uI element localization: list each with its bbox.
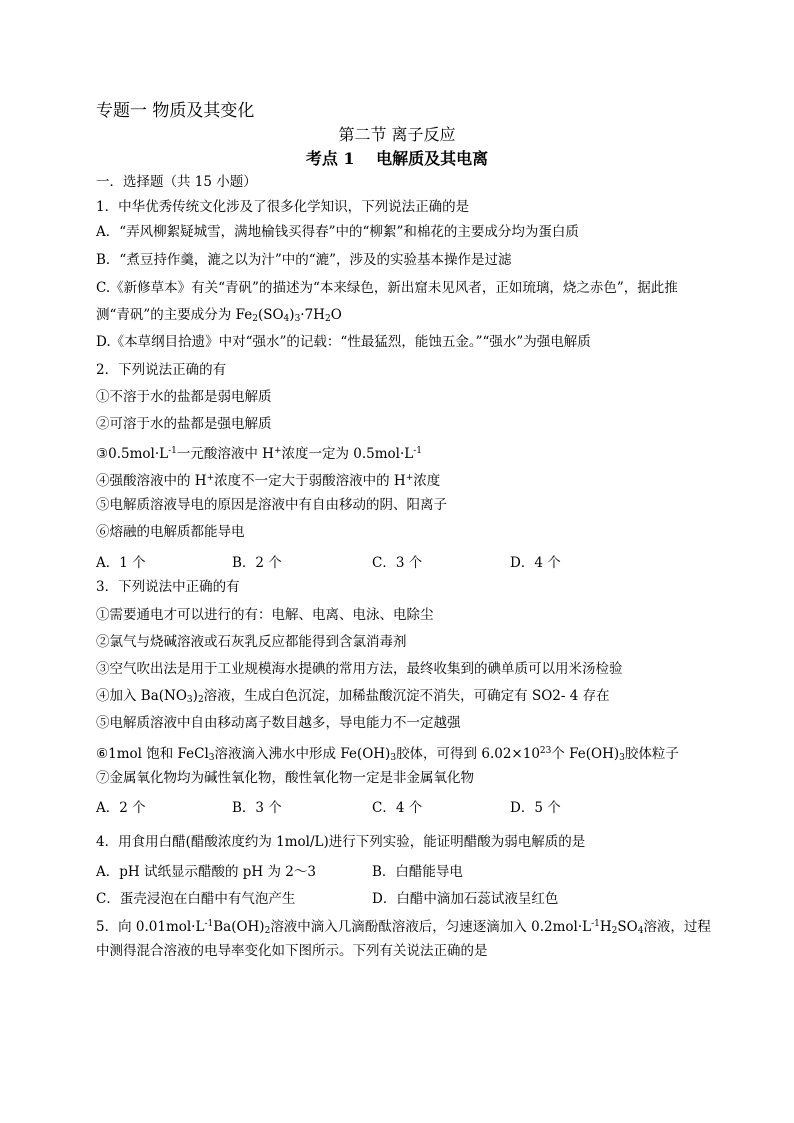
q1-stem: 1．中华优秀传统文化涉及了很多化学知识，下列说法正确的是 — [96, 199, 470, 215]
q2-item-5: ⑤电解质溶液导电的原因是溶液中有自由移动的阴、阳离子 — [96, 497, 447, 513]
q2-item-1: ①不溶于水的盐都是弱电解质 — [96, 389, 272, 405]
q1-option-d: D.《本草纲目拾遗》中对“强水”的记载：“性最猛烈，能蚀五金。”“强水”为强电解质 — [96, 334, 591, 350]
q3-stem: 3．下列说法中正确的有 — [96, 579, 240, 595]
section-title: 第二节 离子反应 — [338, 125, 456, 144]
q3-choice-c: C．4 个 — [372, 800, 423, 816]
document-title: 专题一 物质及其变化 — [96, 101, 255, 121]
q2-item-6: ⑥熔融的电解质都能导电 — [96, 524, 245, 540]
q4-choice-c: C．蛋壳浸泡在白醋中有气泡产生 — [96, 891, 296, 907]
q3-choice-d: D．5 个 — [510, 800, 561, 816]
q3-choice-b: B．3 个 — [232, 800, 282, 816]
q4-choice-d: D．白醋中滴加石蕊试液呈红色 — [372, 891, 559, 907]
q2-choice-d: D．4 个 — [510, 555, 561, 571]
q3-choice-a: A．2 个 — [96, 800, 146, 816]
q3-item-6: ⑥1mol 饱和 FeCl$_3$溶液滴入沸水中形成 $Fe(OH)_3$胶体，可得到 $6.02\times 10^{23}$个 $Fe(OH)_3$胶体粒子 — [96, 746, 679, 763]
q4-choice-a: A．pH 试纸显示醋酸的 pH 为 2～3 — [96, 864, 316, 880]
q2-item-4: ④强酸溶液中的 H+浓度不一定大于弱酸溶液中的 H+浓度 — [96, 473, 441, 489]
q3-item-5: ⑤电解质溶液中自由移动离子数目越多，导电能力不一定越强 — [96, 715, 461, 731]
q3-item-7: ⑦金属氧化物均为碱性氧化物，酸性氧化物一定是非金属氧化物 — [96, 770, 474, 786]
q5-stem-cont: 中测得混合溶液的电导率变化如下图所示。下列有关说法正确的是 — [96, 943, 488, 959]
q2-item-2: ②可溶于水的盐都是强电解质 — [96, 416, 272, 432]
q2-stem: 2．下列说法正确的有 — [96, 362, 227, 378]
q1-option-a: A．“弄风柳絮疑城雪，满地榆钱买得春”中的“柳絮”和棉花的主要成分均为蛋白质 — [96, 224, 579, 240]
subsection-title: 考点 1 电解质及其电离 — [305, 149, 489, 168]
q3-item-1: ①需要通电才可以进行的有：电解、电离、电泳、电除尘 — [96, 607, 434, 623]
part-heading: 一．选择题（共 15 小题） — [96, 174, 257, 190]
q2-choice-c: C．3 个 — [372, 555, 423, 571]
q4-stem: 4．用食用白醋(醋酸浓度约为 1mol/L)进行下列实验，能证明醋酸为弱电解质的是 — [96, 834, 586, 850]
q2-choice-a: A．1 个 — [96, 555, 146, 571]
q5-stem: 5．向 $0.01mol\cdot L^{-1}Ba(OH)_2$溶液中滴入几滴酚酞溶液后，匀速逐滴加入 $0.2mol\cdot L^{-1}H_2SO_4$溶液，过程 — [96, 919, 711, 936]
q3-item-4: ④加入 $Ba(NO_3)_2$溶液，生成白色沉淀，加稀盐酸沉淀不消失，可确定有 SO2- 4 存在 — [96, 688, 610, 705]
q2-item-3: $③0.5mol\cdot L^{-1}$一元酸溶液中 H+浓度一定为 $0.5mol\cdot L^{-1}$ — [96, 446, 423, 462]
q1-option-c: C.《新修草本》有关“青矾”的描述为“本来绿色，新出窟未见风者，正如琉璃，烧之赤色”，据此推 — [96, 280, 678, 296]
q4-choice-b: B．白醋能导电 — [372, 864, 463, 880]
q2-choice-b: B．2 个 — [232, 555, 282, 571]
q3-item-2: ②氯气与烧碱溶液或石灰乳反应都能得到含氯消毒剂 — [96, 634, 407, 650]
q1-option-b: B．“煮豆持作羹，漉之以为汁”中的“漉”，涉及的实验基本操作是过滤 — [96, 252, 512, 268]
q1-option-c-cont: 测“青矾”的主要成分为 $Fe_2(SO_4)_3\cdot 7H_2O$ — [96, 307, 342, 324]
q3-item-3: ③空气吹出法是用于工业规模海水提碘的常用方法，最终收集到的碘单质可以用米汤检验 — [96, 661, 623, 677]
